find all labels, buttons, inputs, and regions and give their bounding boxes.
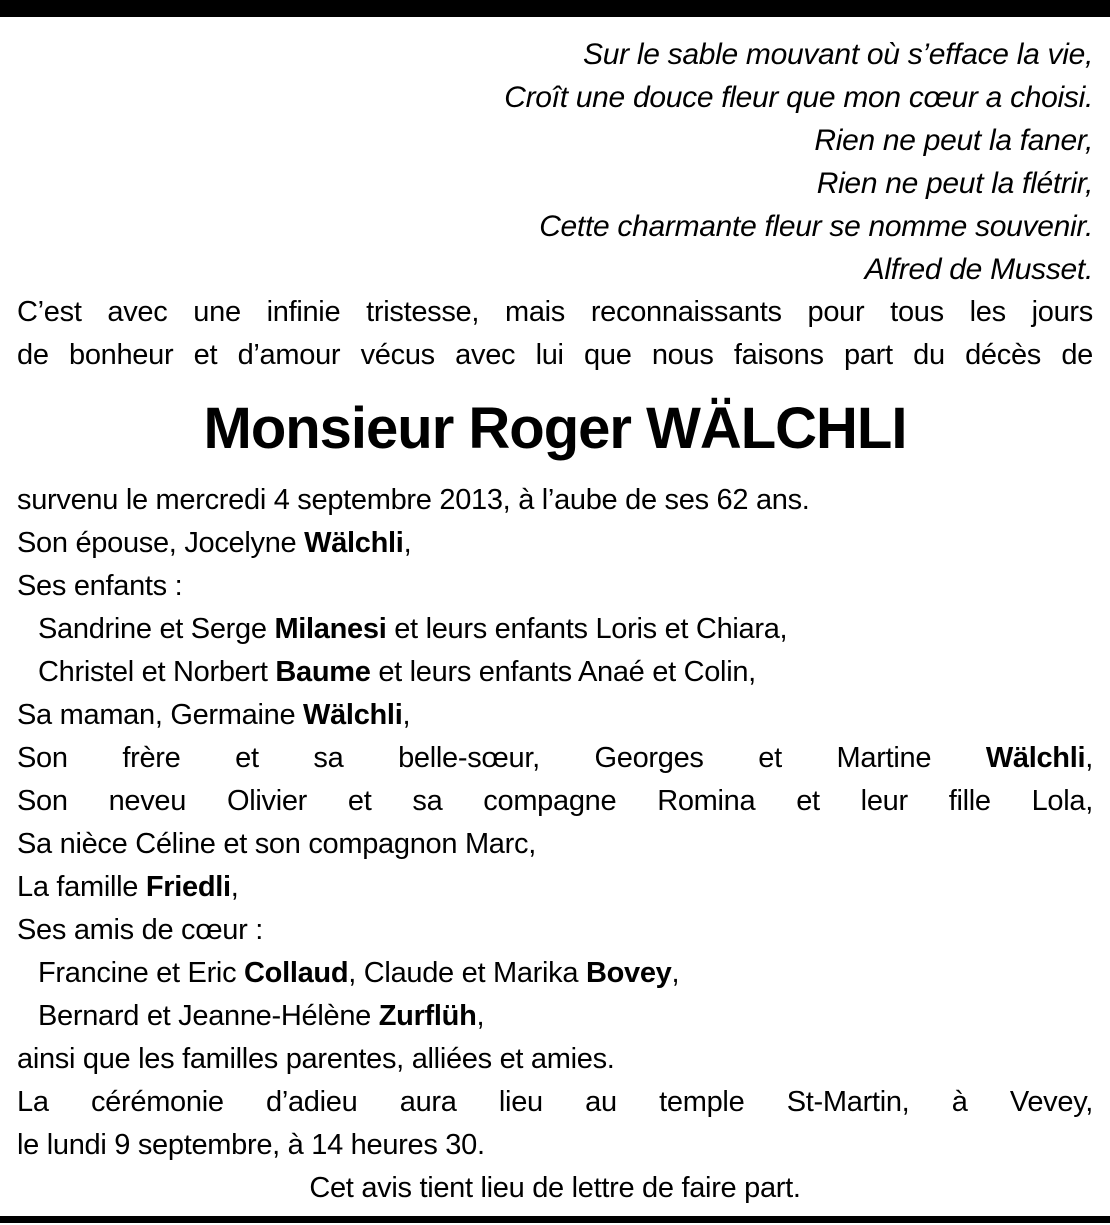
text-segment: ainsi que les familles parentes, alliées et amies. — [17, 1043, 615, 1075]
family-line — [17, 866, 1093, 909]
surname-bold: Wälchli — [304, 527, 404, 559]
family-line — [17, 1038, 1093, 1081]
poem-attribution: Alfred de Musset. — [864, 253, 1093, 286]
text-segment: Sur le sable mouvant où s’efface la vie, — [583, 38, 1093, 71]
text-segment: Sandrine et Serge — [38, 613, 275, 645]
text-segment: , Claude et Marika — [348, 957, 586, 989]
text-segment: Rien ne peut la flétrir, — [816, 167, 1093, 200]
deceased-name-title: Monsieur Roger WÄLCHLI — [203, 396, 907, 461]
family-line — [17, 737, 1093, 780]
surname-bold: Friedli — [145, 871, 231, 903]
poem-line — [17, 119, 1093, 162]
text-segment: Francine et Eric — [38, 957, 245, 989]
text-segment: Sa maman, Germaine — [17, 699, 304, 731]
family-line — [17, 608, 1093, 651]
bottom-border-bar — [0, 1216, 1110, 1223]
intro-line — [17, 334, 1093, 377]
family-line — [17, 651, 1093, 694]
family-line — [17, 565, 1093, 608]
notice-content — [0, 33, 1110, 1210]
closing-line: Cet avis tient lieu de lettre de faire part. — [309, 1172, 801, 1204]
text-segment: , — [230, 871, 239, 903]
text-segment: La famille — [17, 871, 146, 903]
text-segment: Son frère et sa belle-sœur, Georges et Martine — [17, 742, 986, 774]
text-segment: La cérémonie d’adieu aura lieu au temple St-Martin, à Vevey, — [17, 1086, 1093, 1118]
text-segment: Son épouse, Jocelyne — [17, 527, 305, 559]
text-segment: , — [476, 1000, 485, 1032]
family-line — [17, 694, 1093, 737]
text-segment: , — [671, 957, 680, 989]
surname-bold: Collaud — [244, 957, 349, 989]
text-segment: le lundi 9 septembre, à 14 heures 30. — [17, 1129, 485, 1161]
text-segment: , — [403, 527, 412, 559]
text-segment: Sa nièce Céline et son compagnon Marc, — [17, 828, 536, 860]
family-line — [17, 479, 1093, 522]
top-border-bar — [0, 0, 1110, 17]
family-line — [17, 823, 1093, 866]
family-line — [17, 780, 1093, 823]
poem-line — [17, 76, 1093, 119]
surname-bold: Baume — [275, 656, 371, 688]
text-segment: C’est avec une infinie tristesse, mais reconnaissants pour tous les jours — [17, 296, 1093, 328]
intro-line — [17, 291, 1093, 334]
text-segment: survenu le mercredi 4 septembre 2013, à l’aube de ses 62 ans. — [17, 484, 810, 516]
text-segment: Croît une douce fleur que mon cœur a choisi. — [504, 81, 1093, 114]
surname-bold: Bovey — [585, 957, 672, 989]
family-line — [17, 522, 1093, 565]
surname-bold: Wälchli — [303, 699, 403, 731]
surname-bold: Milanesi — [274, 613, 387, 645]
text-segment: et leurs enfants Anaé et Colin, — [370, 656, 756, 688]
text-segment: Ses enfants : — [17, 570, 183, 602]
text-segment: Christel et Norbert — [38, 656, 276, 688]
family-line — [17, 952, 1093, 995]
poem-block — [17, 33, 1093, 248]
family-line — [17, 995, 1093, 1038]
text-segment: Ses amis de cœur : — [17, 914, 263, 946]
text-segment: Cette charmante fleur se nomme souvenir. — [539, 210, 1093, 243]
family-line — [17, 1081, 1093, 1124]
poem-line — [17, 33, 1093, 76]
poem-line — [17, 205, 1093, 248]
text-segment: Bernard et Jeanne-Hélène — [38, 1000, 379, 1032]
surname-bold: Wälchli — [985, 742, 1086, 774]
text-segment: et leurs enfants Loris et Chiara, — [386, 613, 788, 645]
text-segment: de bonheur et d’amour vécus avec lui que nous faisons part du décès de — [17, 339, 1093, 371]
text-segment: Son neveu Olivier et sa compagne Romina et leur fille Lola, — [17, 785, 1093, 817]
text-segment: , — [402, 699, 411, 731]
family-list — [17, 479, 1093, 1167]
poem-line — [17, 162, 1093, 205]
surname-bold: Zurflüh — [378, 1000, 477, 1032]
intro-paragraph — [17, 291, 1093, 377]
text-segment: , — [1085, 742, 1093, 774]
family-line — [17, 909, 1093, 952]
family-line — [17, 1124, 1093, 1167]
text-segment: Rien ne peut la faner, — [814, 124, 1093, 157]
